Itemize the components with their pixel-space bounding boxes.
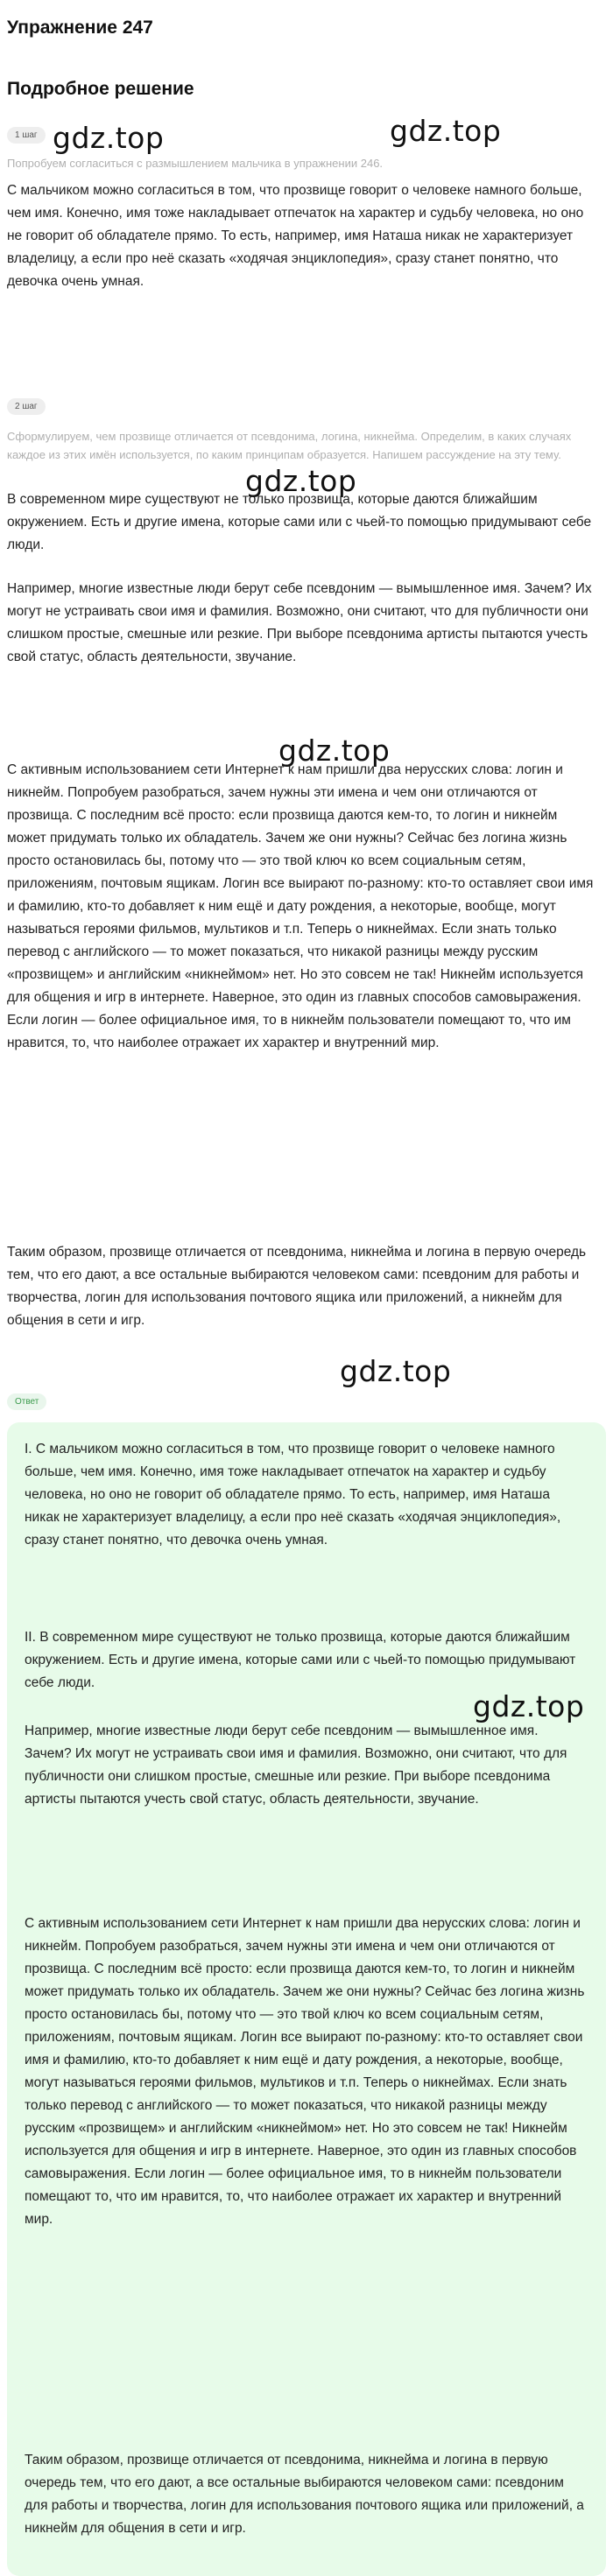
step-1-paragraph: С мальчиком можно согласиться в том, что прозвище говорит о человеке намного больше, чем имя. Конечно, имя тоже накладывает отпечаток на характер и судьбу человека, но оно не говорит об обладателе прямо. То есть, например, имя Наташа никак не характеризует владелицу, а если про неё сказать «ходячая энциклопедия», сразу станет понятно, что девочка очень умная. bbox=[7, 183, 584, 289]
step-2-paragraph-1: В современном мире существуют не только прозвища, которые даются ближайшим окружением. Есть и другие имена, которые сами или с чьей-то помощью придумывают себе люди. bbox=[7, 492, 592, 552]
answer-paragraph-1: I. С мальчиком можно согласиться в том, что прозвище говорит о человеке намного больше, чем имя. Конечно, имя тоже накладывает отпечаток на характер и судьбу человека, но оно не говорит об обладателе прямо. То есть, например, имя Наташа никак не характеризует владелицу, а если про неё сказать «ходячая энциклопедия», сразу станет понятно, что девочка очень умная. bbox=[25, 1442, 561, 1548]
watermark: gdz.top bbox=[473, 1689, 585, 1723]
watermark: gdz.top bbox=[53, 121, 165, 155]
step-2-hint: Сформулируем, чем прозвище отличается от псевдонима, логина, никнейма. Определим, в каких случаях каждое из этих имён используется, по каким принципам образуется. Напишем рассуждение на эту тему. bbox=[7, 430, 572, 461]
watermark: gdz.top bbox=[340, 1354, 452, 1388]
step-2-paragraph-4: Таким образом, прозвище отличается от псевдонима, никнейма и логина в первую очередь тем, что его дают, а все остальные выбираются человеком сами: псевдоним для работы и творчества, логин для использования почтового ящика или приложений, а никнейм для общения в сети и игр. bbox=[7, 1245, 587, 1328]
answer-paragraph-2: II. В современном мире существуют не только прозвища, которые даются ближайшим окружением. Есть и другие имена, которые сами или с чьей-то помощью придумывают себе люди. bbox=[25, 1630, 576, 1690]
step-1-badge: 1 шаг bbox=[7, 127, 46, 144]
watermark: gdz.top bbox=[278, 733, 391, 768]
answer-paragraph-4: С активным использованием сети Интернет к нам пришли два нерусских слова: логин и никнейм. Попробуем разобраться, зачем нужны эти имена и чем они отличаются от прозвища. С последним всё просто: если прозвища даются кем-то, то логин и никнейм может придумать только их обладатель. Зачем же они нужны? Сейчас без логина жизнь просто остановилась бы, потому что — это твой ключ ко всем социальным сетям, приложениям, почтовым ящикам. Логин все выирают по-разному: кто-то оставляет свои имя и фамилию, кто-то добавляет к ним ещё и дату рождения, а некоторые, вообще, могут называться героями фильмов, мультиков и т.п. Теперь о никнеймах. Если знать только перевод с английского — то может показаться, что никакой разницы между русским «прозвищем» и английским «никнеймом» нет. Но это совсем не так! Никнейм используется для общения и игр в интернете. Наверное, это один из главных способов самовыражения. Если логин — более официальное имя, то в никнейм пользователи помещают то, что им нравится, то, что наиболее отражает их характер и внутренний мир. bbox=[25, 1916, 585, 2227]
step-2-badge: 2 шаг bbox=[7, 398, 46, 415]
watermark: gdz.top bbox=[245, 464, 357, 498]
answer-paragraph-3: Например, многие известные люди берут себе псевдоним — вымышленное имя. Зачем? Их могут не устраивать свои имя и фамилия. Возможно, они считают, что для публичности они слишком простые, смешные или резкие. При выборе псевдонима артисты пытаются учесть свой статус, область деятельности, звучание. bbox=[25, 1723, 567, 1807]
step-1-hint: Попробуем согласиться с размышлением мальчика в упражнении 246. bbox=[7, 157, 384, 170]
watermark: gdz.top bbox=[390, 114, 502, 148]
solution-heading: Подробное решение bbox=[7, 79, 194, 99]
page-title: Упражнение 247 bbox=[7, 18, 153, 38]
answer-badge: Ответ bbox=[7, 1393, 46, 1410]
answer-paragraph-5: Таким образом, прозвище отличается от псевдонима, никнейма и логина в первую очередь тем, что его дают, а все остальные выбираются человеком сами: псевдоним для работы и творчества, логин для использования почтового ящика или приложений, а никнейм для общения в сети и игр. bbox=[25, 2453, 584, 2536]
step-2-paragraph-3: С активным использованием сети Интернет к нам пришли два нерусских слова: логин и никнейм. Попробуем разобраться, зачем нужны эти имена и чем они отличаются от прозвища. С последним всё просто: если прозвища даются кем-то, то логин и никнейм может придумать только их обладатель. Зачем же они нужны? Сейчас без логина жизнь просто остановилась бы, потому что — это твой ключ ко всем социальным сетям, приложениям, почтовым ящикам. Логин все выирают по-разному: кто-то оставляет свои имя и фамилию, кто-то добавляет к ним ещё и дату рождения, а некоторые, вообще, могут называться героями фильмов, мультиков и т.п. Теперь о никнеймах. Если знать только перевод с английского — то может показаться, что никакой разницы между русским «прозвищем» и английским «никнеймом» нет. Но это совсем не так! Никнейм используется для общения и игр в интернете. Наверное, это один из главных способов самовыражения. Если логин — более официальное имя, то в никнейм пользователи помещают то, что им нравится, то, что наиболее отражает их характер и внутренний мир. bbox=[7, 762, 594, 1050]
step-2-paragraph-2: Например, многие известные люди берут себе псевдоним — вымышленное имя. Зачем? Их могут не устраивать свои имя и фамилия. Возможно, они считают, что для публичности они слишком простые, смешные или резкие. При выборе псевдонима артисты пытаются учесть свой статус, область деятельности, звучание. bbox=[7, 581, 592, 664]
